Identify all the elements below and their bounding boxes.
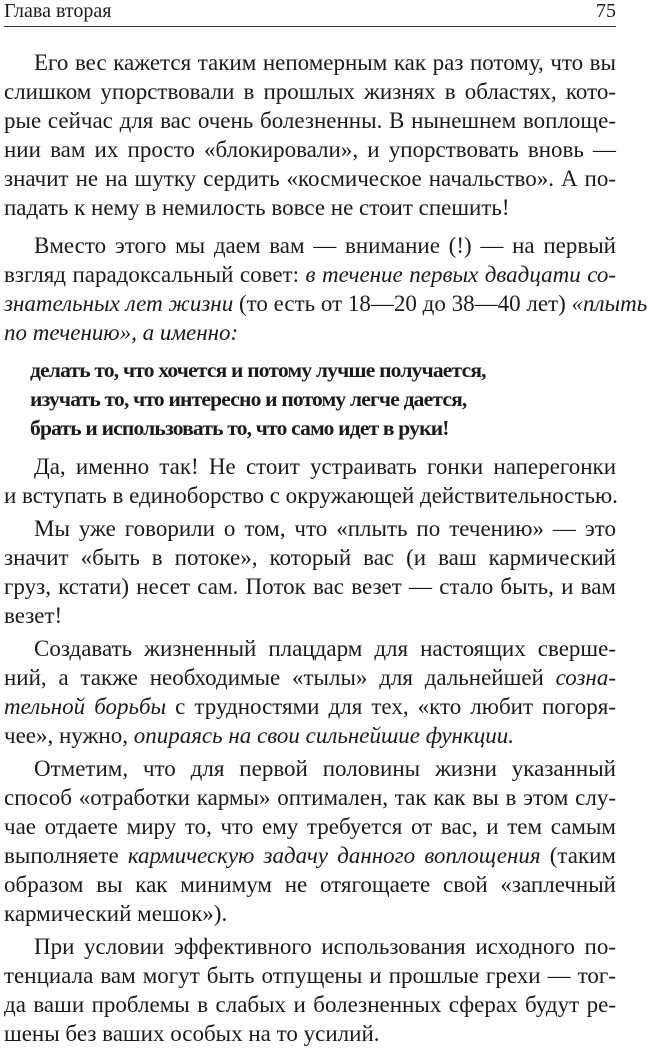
text-run: чее», нужно, (4, 723, 134, 748)
italic-run: «плыть (571, 291, 647, 316)
text-line: значит не на шутку сердить «космическое начальство». А по- (4, 166, 616, 191)
text-run: взгляд парадоксальный совет: (4, 262, 306, 287)
text-line: кармический мешок»). (4, 901, 228, 926)
italic-run: созна- (555, 665, 616, 690)
text-line: Мы уже говорили о том, что «плыть по течению» — это (34, 516, 616, 541)
text-line: чае отдаете миру то, что ему требуется от вас, и тем самым (4, 814, 616, 839)
text-run: (то есть от 18—20 до 38—40 лет) (233, 291, 572, 316)
text-line: груз, кстати) несет сам. Поток вас везет — стало быть, и вам (4, 574, 616, 599)
italic-run: тельной борьбы (4, 694, 167, 719)
text-line: тенциала вам могут быть отпущены и прошлые грехи — тог- (4, 963, 616, 988)
text-line: и вступать в единоборство с окружающей действительностью. (4, 483, 618, 508)
text-line: нии вам их просто «блокировали», и упорствовать вновь — (4, 137, 616, 162)
text-run: выполняете (4, 843, 128, 868)
text-line: значит «быть в потоке», который вас (и ваш кармический (4, 545, 616, 570)
text-line: способ «отработки кармы» оптимален, так как вы в этом слу- (4, 785, 616, 810)
bold-line: делать то, что хочется и потому лучше получается, (30, 358, 486, 382)
bold-line: брать и использовать то, что само идет в руки! (30, 416, 449, 440)
paragraph-8 (4, 932, 616, 1048)
text-line: рые сейчас для вас очень болезненны. В нынешнем воплоще- (4, 108, 616, 133)
text-line (4, 289, 647, 318)
text-line: шены без ваших особых на то усилий. (4, 1021, 380, 1046)
bold-line: изучать то, что интересно и потому легче дается, (30, 387, 467, 411)
text-run: с трудностями для тех, «кто любит погоря- (166, 694, 616, 719)
text-line: Отметим, что для первой половины жизни указанный (34, 756, 616, 781)
text-run: (таким (540, 843, 616, 868)
text-line: образом вы как минимум не отягощаете свой «заплечный (4, 872, 616, 897)
text-line: везет! (4, 603, 63, 628)
text-line (4, 841, 616, 870)
text-line: При условии эффективного использования исходного по- (34, 934, 616, 959)
page-number: 75 (596, 0, 616, 22)
chapter-title: Глава вторая (4, 0, 112, 22)
text-line (4, 318, 616, 347)
text-line: падать к нему в немилость вовсе не стоит спешить! (4, 195, 510, 220)
text-line: слишком упорствовали в прошлых жизнях в областях, кото- (4, 79, 616, 104)
text-line (4, 692, 616, 721)
italic-run: в течение первых двадцати со- (305, 262, 616, 287)
italic-run: кармическую задачу данного воплощения (127, 843, 541, 868)
running-header (4, 0, 616, 27)
bold-list (4, 356, 616, 443)
text-line: да ваши проблемы в слабых и болезненных сферах будут ре- (4, 992, 616, 1017)
paragraph-7 (4, 754, 616, 928)
text-line: Его вес кажется таким непомерным как раз потому, что вы (34, 50, 616, 75)
italic-run: опираясь на свои сильнейшие функции. (133, 723, 514, 748)
paragraph-6 (4, 634, 616, 750)
text-line: Вместо этого мы даем вам — внимание (!) — на первый (34, 233, 616, 258)
text-line: Создавать жизненный плацдарм для настоящих сверше- (34, 636, 616, 661)
italic-run: по течению», а именно: (4, 320, 239, 345)
text-run: ний, а также необходимые «тылы» для дальнейшей (4, 665, 556, 690)
text-line (4, 260, 616, 289)
text-line (4, 663, 616, 692)
page-body (4, 48, 647, 1048)
paragraph-2 (4, 231, 647, 347)
text-line: Да, именно так! Не стоит устраивать гонки наперегонки (34, 454, 616, 479)
italic-run: знательных лет жизни (4, 291, 234, 316)
text-line (4, 721, 616, 750)
paragraph-5 (4, 514, 616, 630)
paragraph-4 (4, 452, 616, 510)
paragraph-1 (4, 48, 616, 222)
